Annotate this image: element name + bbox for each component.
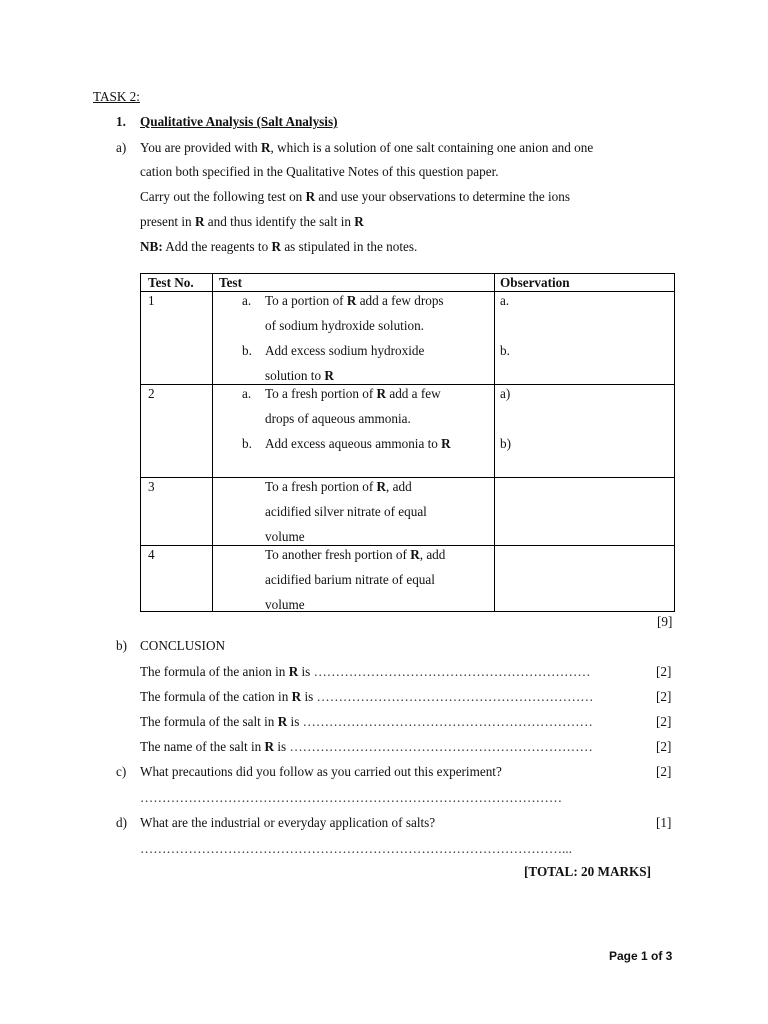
part-d-answer-line: ……………………………………………………………………………………...	[140, 841, 572, 856]
row4-number: 4	[148, 547, 155, 562]
conclusion-salt-formula-marks: [2]	[656, 714, 672, 729]
row1-b-line2: solution to R	[265, 368, 334, 383]
row3-number: 3	[148, 479, 155, 494]
test-observation-table	[140, 273, 675, 612]
row4-line1: To another fresh portion of R, add	[265, 547, 446, 562]
conclusion-heading: CONCLUSION	[140, 638, 225, 653]
row4-line2: acidified barium nitrate of equal	[265, 572, 435, 587]
row3-line1: To a fresh portion of R, add	[265, 479, 412, 494]
conclusion-salt-name-marks: [2]	[656, 739, 672, 754]
row2-obs-b: b)	[500, 436, 511, 451]
row1-obs-a: a.	[500, 293, 510, 308]
section-number: 1.	[116, 114, 126, 129]
row1-number: 1	[148, 293, 155, 308]
header-test: Test	[219, 275, 242, 290]
conclusion-anion: The formula of the anion in R is ………………………………………………………	[140, 664, 591, 679]
part-a-line2: cation both specified in the Qualitative Notes of this question paper.	[140, 164, 499, 179]
header-observation: Observation	[500, 275, 570, 290]
row1-b-line1: Add excess sodium hydroxide	[265, 343, 425, 358]
page-number: Page 1 of 3	[609, 949, 673, 963]
conclusion-cation-marks: [2]	[656, 689, 672, 704]
task-heading: TASK 2:	[93, 89, 140, 104]
row2-obs-a: a)	[500, 386, 511, 401]
part-c-question: What precautions did you follow as you carried out this experiment?	[140, 764, 502, 779]
conclusion-anion-marks: [2]	[656, 664, 672, 679]
conclusion-cation: The formula of the cation in R is ………………………………………………………	[140, 689, 594, 704]
row4-line3: volume	[265, 597, 305, 612]
row2-b-line1: Add excess aqueous ammonia to R	[265, 436, 451, 451]
row1-a-line2: of sodium hydroxide solution.	[265, 318, 424, 333]
row2-a-marker: a.	[242, 386, 252, 401]
part-c-marks: [2]	[656, 764, 672, 779]
conclusion-salt-name: The name of the salt in R is ……………………………………………………………	[140, 739, 593, 754]
row2-b-marker: b.	[242, 436, 252, 451]
part-c-marker: c)	[116, 764, 127, 779]
row2-a-line1: To a fresh portion of R add a few	[265, 386, 441, 401]
row3-line3: volume	[265, 529, 305, 544]
header-test-no: Test No.	[148, 275, 194, 290]
part-a-line3: Carry out the following test on R and use your observations to determine the ions	[140, 189, 570, 204]
part-d-question: What are the industrial or everyday application of salts?	[140, 815, 436, 830]
row3-line2: acidified silver nitrate of equal	[265, 504, 427, 519]
part-b-marker: b)	[116, 638, 127, 653]
part-a-line1: You are provided with R, which is a solution of one salt containing one anion and one	[140, 140, 594, 155]
part-d-marker: d)	[116, 815, 127, 830]
part-a-line4: present in R and thus identify the salt in R	[140, 214, 364, 229]
part-a-nb: NB: Add the reagents to R as stipulated in the notes.	[140, 239, 418, 254]
total-marks: [TOTAL: 20 MARKS]	[524, 864, 651, 879]
conclusion-salt-formula: The formula of the salt in R is …………………………………………………………	[140, 714, 593, 729]
row1-obs-b: b.	[500, 343, 510, 358]
row2-a-line2: drops of aqueous ammonia.	[265, 411, 411, 426]
section-title: Qualitative Analysis (Salt Analysis)	[140, 114, 338, 129]
row1-b-marker: b.	[242, 343, 252, 358]
part-c-answer-line: ……………………………………………………………………………………	[140, 790, 562, 805]
row1-a-line1: To a portion of R add a few drops	[265, 293, 444, 308]
part-a-marker: a)	[116, 140, 127, 155]
row1-a-marker: a.	[242, 293, 252, 308]
row2-number: 2	[148, 386, 155, 401]
table-marks: [9]	[657, 614, 673, 629]
part-d-marks: [1]	[656, 815, 672, 830]
